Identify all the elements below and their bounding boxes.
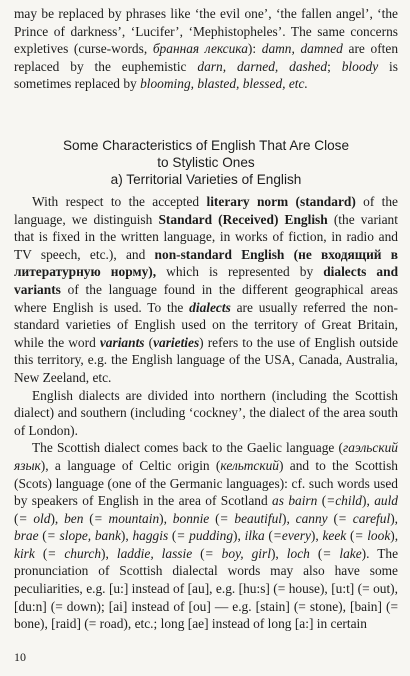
section-subtitle: a) Territorial Varieties of English xyxy=(110,172,302,187)
italic-term: =child xyxy=(326,493,362,509)
italic-term: = slope, bank xyxy=(46,528,121,544)
italic-term: бранная лексика xyxy=(152,41,248,57)
paragraph-standard-english: With respect to the accepted literary norm (standard) of the language, we distinguish Standard (Received) English (the variant that is fixed in the written language, in works of fiction, in radio and TV speech, etc.), and non-standard English (не входящий в литературную норму), which is represented by dialects and variants of the language found in the different geographical areas where English is used. To the dialects are usually referred the non-standard varieties of English used on the territory of Great Britain, while the word variants (varieties) refers to the use of English outside this territory, e.g. the English language of the USA, Canada, Australia, New Zeeland, etc. xyxy=(14,194,399,385)
bold-italic-term: dialects xyxy=(189,299,231,315)
section-title-line2: to Stylistic Ones xyxy=(157,155,255,170)
italic-term: blooming, blasted, blessed, etc. xyxy=(140,76,308,92)
bold-term: literary norm (standard) xyxy=(206,194,356,209)
paragraph-english-dialects: English dialects are divided into northern (including the Scottish dialect) and southern (including ‘cockney’, the dialect of the area south of London). xyxy=(14,387,398,438)
italic-term: = lake xyxy=(322,545,362,561)
italic-term: = church xyxy=(47,545,102,561)
italic-term: bonnie xyxy=(172,510,210,526)
intro-paragraph xyxy=(14,5,398,93)
italic-term: darn, darned, dashed xyxy=(197,58,328,74)
italic-term: canny xyxy=(295,510,328,526)
section-title-line1: Some Characteristics of English That Are Close xyxy=(62,138,350,153)
paragraph-scottish-dialect: The Scottish dialect comes back to the Gaelic language (гаэльский язык), a language of Celtic origin (кельтский) and to the Scottish (Scots) language (one of the Germanic languages): cf. such words used by speakers of English in the area of Scotland as bairn (=child), auld (= old), ben (= mountain), bonnie (= beautiful), canny (= careful), brae (= slope, bank), haggis (= pudding), ilka (=every), keek (= look), kirk (= church), laddie, lassie (= boy, girl), loch (= lake). The pronunciation of Scottish dialectal words may also have some peculiarities, e.g. [u:] instead of [au], e.g. [hu:s] (= house), [u:t] (= out), [du:n] (= down); [ai] instead of [ou] — e.g. [stain] (= stone), [bain] (= bone), [raid] (= road), etc.; long [ae] instead of long [a:] in certain xyxy=(14,440,399,632)
italic-term: = pudding xyxy=(176,528,234,544)
intro-text: may be replaced by phrases like ‘the evil one’, ‘the fallen angel’, ‘the Prince of darkness’, ‘Lucifer’, ‘Mephistopheles’. The same concerns expletives (curse-words, бранная лексика): damn, damned are often replaced by the euphemistic darn, darned, dashed; bloody is sometimes replaced by blooming, blasted, blessed, etc. xyxy=(14,6,399,92)
italic-term: brae xyxy=(14,528,39,544)
italic-term: = old xyxy=(18,510,51,526)
italic-term: = boy, girl xyxy=(204,545,271,561)
page-number: 10 xyxy=(14,650,26,664)
italic-term: as bairn xyxy=(272,493,318,509)
bold-italic-term: variants xyxy=(99,334,145,350)
italic-term: haggis xyxy=(132,528,169,544)
italic-term: =every xyxy=(272,528,311,544)
bold-term: dialects and variants xyxy=(14,264,399,297)
italic-term: keek xyxy=(322,528,347,544)
body-text xyxy=(14,193,398,633)
italic-term: кельтский xyxy=(220,457,279,473)
italic-term: = beautiful xyxy=(219,510,282,526)
italic-term: laddie, lassie xyxy=(116,545,193,561)
bold-term: Standard (Received) English xyxy=(158,211,328,227)
italic-term: kirk xyxy=(14,545,35,561)
italic-term: ilka xyxy=(244,528,265,544)
italic-term: bloody xyxy=(341,58,379,74)
italic-term: = look xyxy=(354,528,391,544)
italic-term: ben xyxy=(64,510,84,526)
italic-term: = mountain xyxy=(93,510,160,526)
section-heading xyxy=(14,137,398,188)
bold-italic-term: varieties xyxy=(153,334,200,350)
italic-term: loch xyxy=(286,545,310,561)
italic-term: = careful xyxy=(337,510,391,526)
italic-term: damn, damned xyxy=(261,41,343,57)
italic-term: auld xyxy=(374,493,398,509)
bold-term: non-standard English (не входящий в литературную норму), xyxy=(14,246,398,280)
italic-term: гаэльский язык xyxy=(14,440,398,473)
